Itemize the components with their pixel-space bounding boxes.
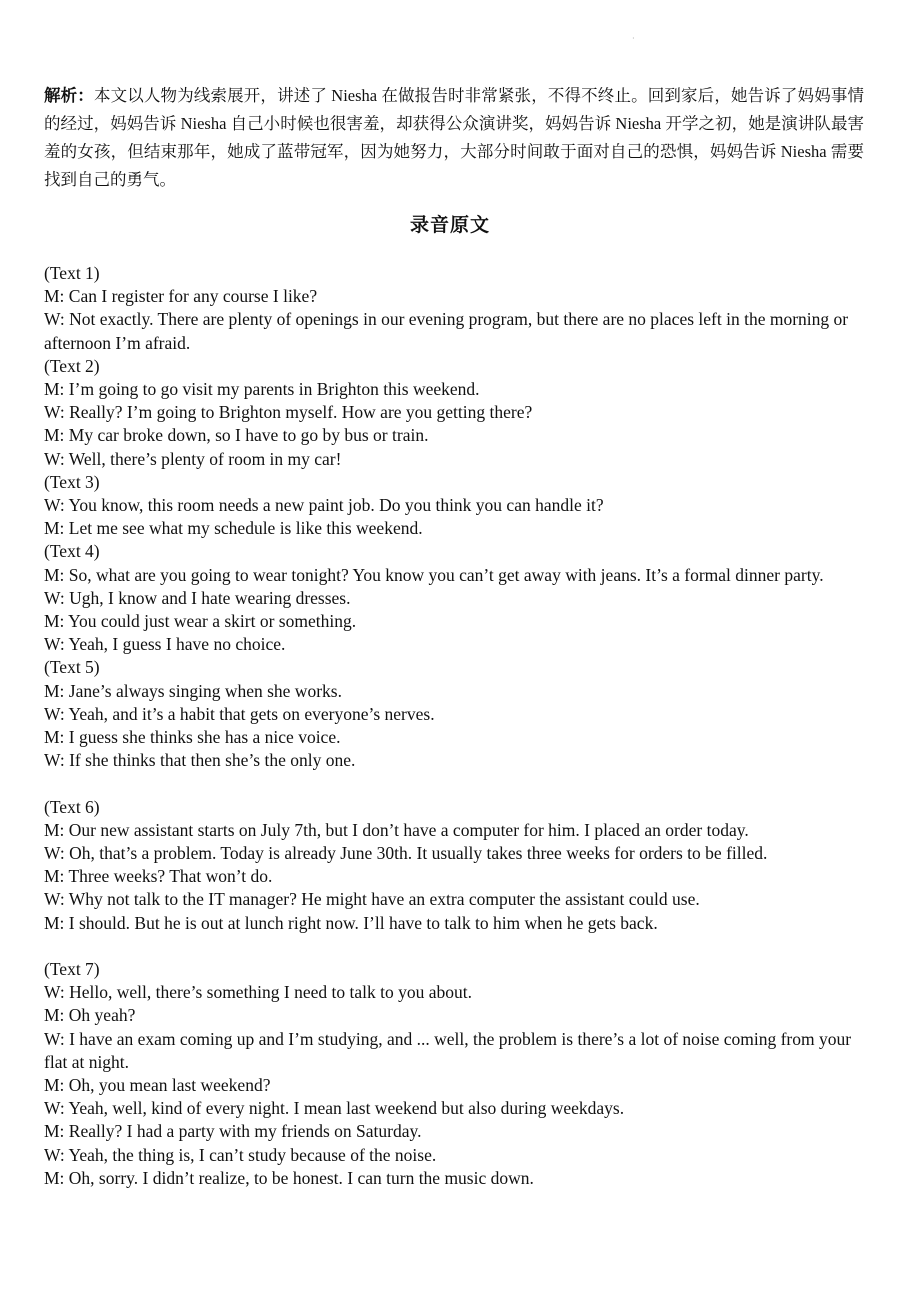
dialogue-line: M: You could just wear a skirt or something.: [44, 611, 357, 632]
dialogue-line: W: Oh, that’s a problem. Today is already June 30th. It usually takes three weeks for orders to be filled.: [44, 843, 768, 864]
dialogue-line: M: Jane’s always singing when she works.: [44, 680, 342, 701]
text-marker: (Text 3): [44, 471, 100, 492]
dialogue-line: W: Yeah, well, kind of every night. I mean last weekend but also during weekdays.: [44, 1098, 625, 1119]
corner-mark: ·: [632, 34, 635, 43]
text-marker: (Text 7): [44, 959, 100, 980]
dialogue-line: W: Yeah, and it’s a habit that gets on everyone’s nerves.: [44, 703, 435, 724]
text-marker: (Text 6): [44, 796, 100, 817]
dialogue-line: W: Not exactly. There are plenty of openings in our evening program, but there are no places left in the morning or afternoon I’m afraid.: [44, 309, 849, 353]
section-title: 录音原文: [409, 215, 490, 236]
dialogue-line: M: I guess she thinks she has a nice voice.: [44, 727, 341, 748]
dialogue-line: W: Well, there’s plenty of room in my car!: [44, 448, 342, 469]
text-marker: (Text 4): [44, 541, 100, 562]
dialogue-line: M: Oh, sorry. I didn’t realize, to be honest. I can turn the music down.: [44, 1167, 534, 1188]
analysis-label: 解析：: [44, 86, 94, 105]
text-marker: (Text 5): [44, 657, 100, 678]
dialogue-line: W: Yeah, I guess I have no choice.: [44, 634, 286, 655]
dialogue-line: M: Three weeks? That won’t do.: [44, 866, 273, 887]
dialogue-line: M: I’m going to go visit my parents in Brighton this weekend.: [44, 379, 480, 400]
paragraph-gap: [44, 772, 864, 795]
text-marker: (Text 2): [44, 355, 100, 376]
dialogue-line: M: Really? I had a party with my friends on Saturday.: [44, 1121, 422, 1142]
dialogue-line: W: Yeah, the thing is, I can’t study because of the noise.: [44, 1144, 437, 1165]
dialogue-line: W: Why not talk to the IT manager? He might have an extra computer the assistant could use.: [44, 889, 700, 910]
dialogue-line: W: Ugh, I know and I hate wearing dresses.: [44, 587, 351, 608]
dialogue-line: M: Can I register for any course I like?: [44, 286, 318, 307]
dialogue-line: M: Let me see what my schedule is like this weekend.: [44, 518, 423, 539]
dialogue-line: W: If she thinks that then she’s the only one.: [44, 750, 356, 771]
dialogue-line: W: Hello, well, there’s something I need to talk to you about.: [44, 982, 473, 1003]
dialogue-line: M: Oh yeah?: [44, 1005, 136, 1026]
analysis-paragraph: [44, 82, 864, 194]
analysis-text: 本文以人物为线索展开，讲述了 Niesha 在做报告时非常紧张，不得不终止。回到家后，她告诉了妈妈事情的经过，妈妈告诉 Niesha 自己小时候也很害羞，却获得公众演讲奖，妈妈告诉 Niesha 开学之初，她是演讲队最害羞的女孩，但结束那年，她成了蓝带冠军，因为她努力，大部分时间敢于面对自己的恐惧，妈妈告诉 Niesha 需要找到自己的勇气。: [44, 86, 865, 189]
text-marker: (Text 1): [44, 263, 100, 283]
dialogue-line: M: Oh, you mean last weekend?: [44, 1075, 271, 1096]
dialogue-line: W: You know, this room needs a new paint job. Do you think you can handle it?: [44, 495, 604, 516]
dialogue-line: W: Really? I’m going to Brighton myself. How are you getting there?: [44, 402, 533, 423]
dialogue-line: M: My car broke down, so I have to go by bus or train.: [44, 425, 429, 446]
dialogue-line: M: So, what are you going to wear tonight? You know you can’t get away with jeans. It’s a formal dinner party.: [44, 564, 824, 585]
transcript: [44, 262, 864, 1190]
dialogue-line: W: I have an exam coming up and I’m studying, and ... well, the problem is there’s a lot of noise coming from your flat at night.: [44, 1028, 852, 1072]
paragraph-gap: [44, 935, 864, 958]
dialogue-line: M: I should. But he is out at lunch right now. I’ll have to talk to him when he gets back.: [44, 912, 658, 933]
dialogue-line: M: Our new assistant starts on July 7th, but I don’t have a computer for him. I placed an order today.: [44, 819, 749, 840]
